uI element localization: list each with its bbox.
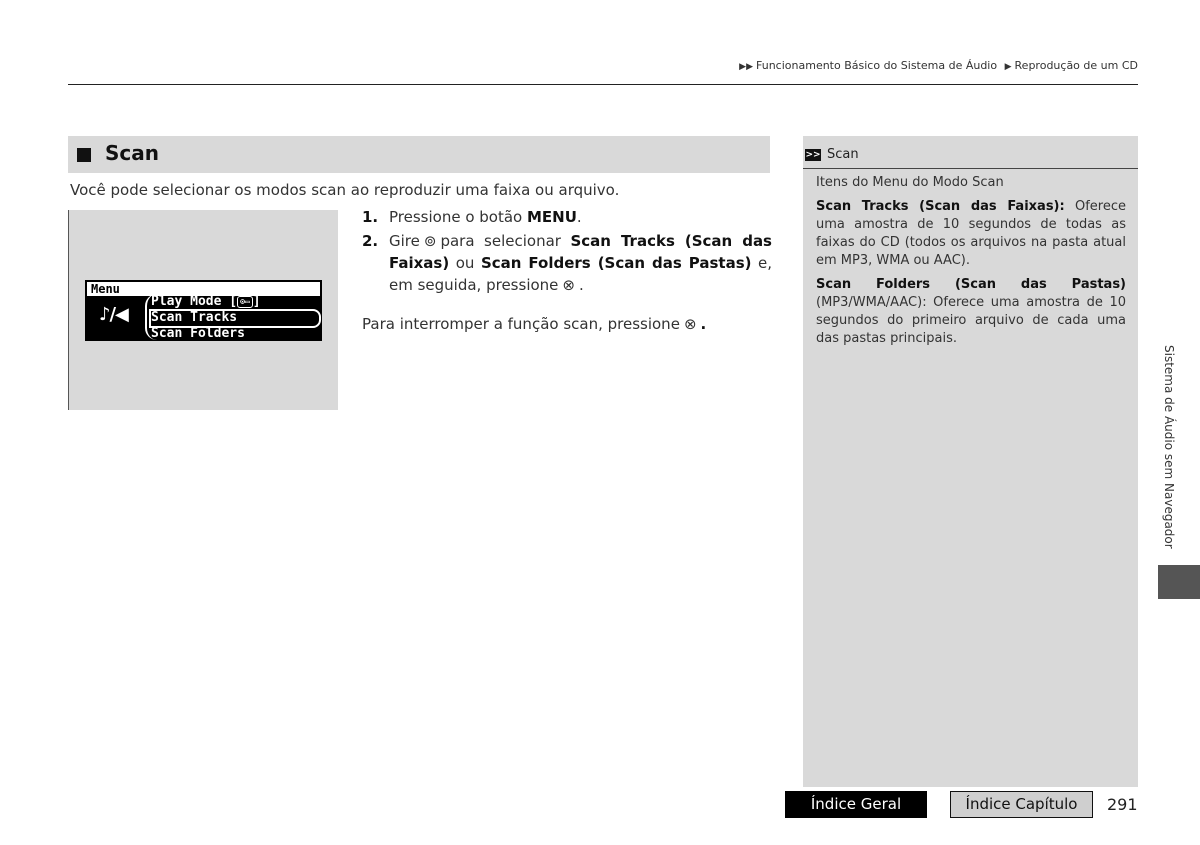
chapter-index-button[interactable]: Índice Capítulo	[950, 791, 1093, 818]
stop-instruction: Para interromper a função scan, pressione ⊗ .	[362, 315, 707, 333]
reference-arrow-icon: >>	[805, 150, 821, 160]
lcd-item-scan-folders: Scan Folders	[151, 326, 245, 341]
steps-list	[362, 206, 772, 298]
breadcrumb-part-1[interactable]: Funcionamento Básico do Sistema de Áudio	[756, 59, 998, 72]
side-note-panel	[803, 136, 1138, 787]
side-note-subtitle: Itens do Menu do Modo Scan	[816, 175, 1004, 190]
menu-button-label: MENU	[527, 208, 577, 226]
lcd-item-scan-tracks: Scan Tracks	[151, 310, 238, 325]
page-number: 291	[1107, 795, 1138, 814]
section-heading	[68, 136, 770, 173]
music-note-icon: ♪/◀	[99, 304, 128, 325]
side-note-paragraph-2: Scan Folders (Scan das Pastas) (MP3/WMA/AAC): Oferece uma amostra de 10 segundos do primeiro arquivo de cada uma das pastas principais.	[816, 277, 1126, 346]
side-note-title: Scan	[827, 147, 859, 162]
step-text: Gire ⊚ para selecionar Scan Tracks (Scan das Faixas) ou Scan Folders (Scan das Pastas) e, em seguida, pressione ⊗ .	[389, 232, 772, 294]
step-number: 2.	[362, 232, 379, 250]
breadcrumb	[739, 59, 1138, 72]
rotate-knob-icon: ⊚	[423, 232, 437, 250]
side-note-header	[803, 146, 1138, 169]
side-note-body	[816, 174, 1126, 354]
lcd-screen	[85, 280, 322, 341]
press-knob-icon: ⊗	[562, 276, 575, 294]
general-index-button[interactable]: Índice Geral	[785, 791, 927, 818]
lcd-item-play-mode	[151, 294, 261, 309]
press-knob-icon: ⊗	[683, 315, 697, 333]
lcd-menu-title: Menu	[91, 282, 120, 296]
side-note-paragraph-1: Scan Tracks (Scan das Faixas): Oferece uma amostra de 10 segundos de todas as faixas do CD (todos os arquivos na pasta atual em MP3, WMA ou AAC).	[816, 199, 1126, 268]
intro-text: Você pode selecionar os modos scan ao reproduzir uma faixa ou arquivo.	[70, 181, 620, 199]
step-2	[362, 230, 772, 296]
step-1	[362, 206, 772, 228]
triangle-icon: ▶	[1004, 62, 1012, 72]
step-number: 1.	[362, 208, 379, 226]
lcd-item-label: Play Mode	[151, 294, 222, 309]
header-divider	[68, 84, 1138, 85]
section-title: Scan	[105, 141, 159, 165]
breadcrumb-part-2[interactable]: Reprodução de um CD	[1014, 59, 1138, 72]
double-triangle-icon: ▶▶	[739, 62, 754, 72]
chapter-label: Sistema de Áudio sem Navegador	[1162, 345, 1176, 549]
square-bullet-icon	[77, 148, 91, 162]
chapter-tab[interactable]	[1158, 565, 1200, 599]
step-text: Pressione o botão MENU.	[389, 208, 582, 226]
display-illustration	[68, 210, 338, 410]
cd-icon: [ ⊙▭ ]	[229, 294, 261, 309]
